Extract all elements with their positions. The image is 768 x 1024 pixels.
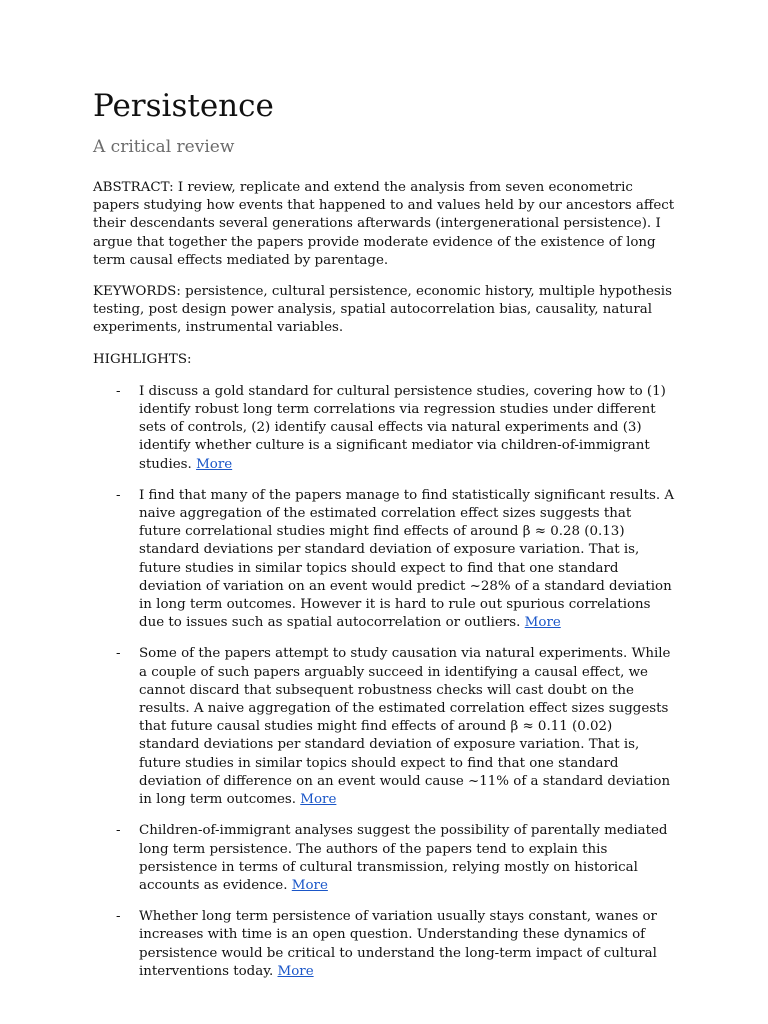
highlight-item <box>93 908 675 981</box>
highlight-item <box>93 822 675 895</box>
highlight-item <box>93 383 675 474</box>
bullet-dash: - <box>116 823 121 839</box>
more-link[interactable]: More <box>277 963 314 979</box>
more-link[interactable]: More <box>300 792 337 808</box>
highlight-text: Some of the papers attempt to study causation via natural experiments. While a couple of such papers arguably succeed in identifying a causal effect, we cannot discard that subsequent robustness checks will cast doubt on the results. A naive aggregation of the estimated correlation effect sizes suggests that future causal studies might find effects of around β ≈ 0.11 (0.02) standard deviations per standard deviation of exposure variation. That is, future studies in similar topics should expect to find that one standard deviation of difference on an event would cause ~11% of a standard deviation in long term outcomes. <box>139 646 671 808</box>
highlights-heading: HIGHLIGHTS: <box>93 351 192 367</box>
keywords-paragraph: KEYWORDS: persistence, cultural persistence, economic history, multiple hypothesis testing, post design power analysis, spatial autocorrelation bias, causality, natural experiments, instrumental variables. <box>93 284 672 336</box>
highlight-item <box>93 645 675 809</box>
highlight-item <box>93 487 675 633</box>
more-link[interactable]: More <box>291 877 328 893</box>
page-subtitle: A critical review <box>93 137 235 157</box>
bullet-dash: - <box>116 383 121 399</box>
highlights-list <box>93 383 675 981</box>
page-title: Persistence <box>93 88 274 124</box>
bullet-dash: - <box>116 909 121 925</box>
bullet-dash: - <box>116 646 121 662</box>
highlight-text: I find that many of the papers manage to find statistically significant results. A naive aggregation of the estimated correlation effect sizes suggests that future correlational studies might find effects of around β ≈ 0.28 (0.13) standard deviations per standard deviation of exposure variation. That is, future studies in similar topics should expect to find that one standard deviation of variation on an event would predict ~28% of a standard deviation in long term outcomes. However it is hard to rule out spurious correlations due to issues such as spatial autocorrelation or outliers. <box>139 487 675 631</box>
bullet-dash: - <box>116 487 121 503</box>
abstract-paragraph: ABSTRACT: I review, replicate and extend the analysis from seven econometric papers studying how events that happened to and values held by our ancestors affect their descendants several generations afterwards (intergenerational persistence). I argue that together the papers provide moderate evidence of the existence of long term causal effects mediated by parentage. <box>93 180 675 268</box>
highlight-text: Whether long term persistence of variation usually stays constant, wanes or increases with time is an open question. Understanding these dynamics of persistence would be critical to understand the long-term impact of cultural interventions today. <box>139 909 657 979</box>
more-link[interactable]: More <box>196 456 233 472</box>
highlight-text: Children-of-immigrant analyses suggest the possibility of parentally mediated long term persistence. The authors of the papers tend to explain this persistence in terms of cultural transmission, relying mostly on historical accounts as evidence. <box>139 823 668 893</box>
more-link[interactable]: More <box>524 615 561 631</box>
highlight-text: I discuss a gold standard for cultural persistence studies, covering how to (1) identify robust long term correlations via regression studies under different sets of controls, (2) identify causal effects via natural experiments and (3) identify whether culture is a significant mediator via children-of-immigrant studies. <box>139 383 666 472</box>
